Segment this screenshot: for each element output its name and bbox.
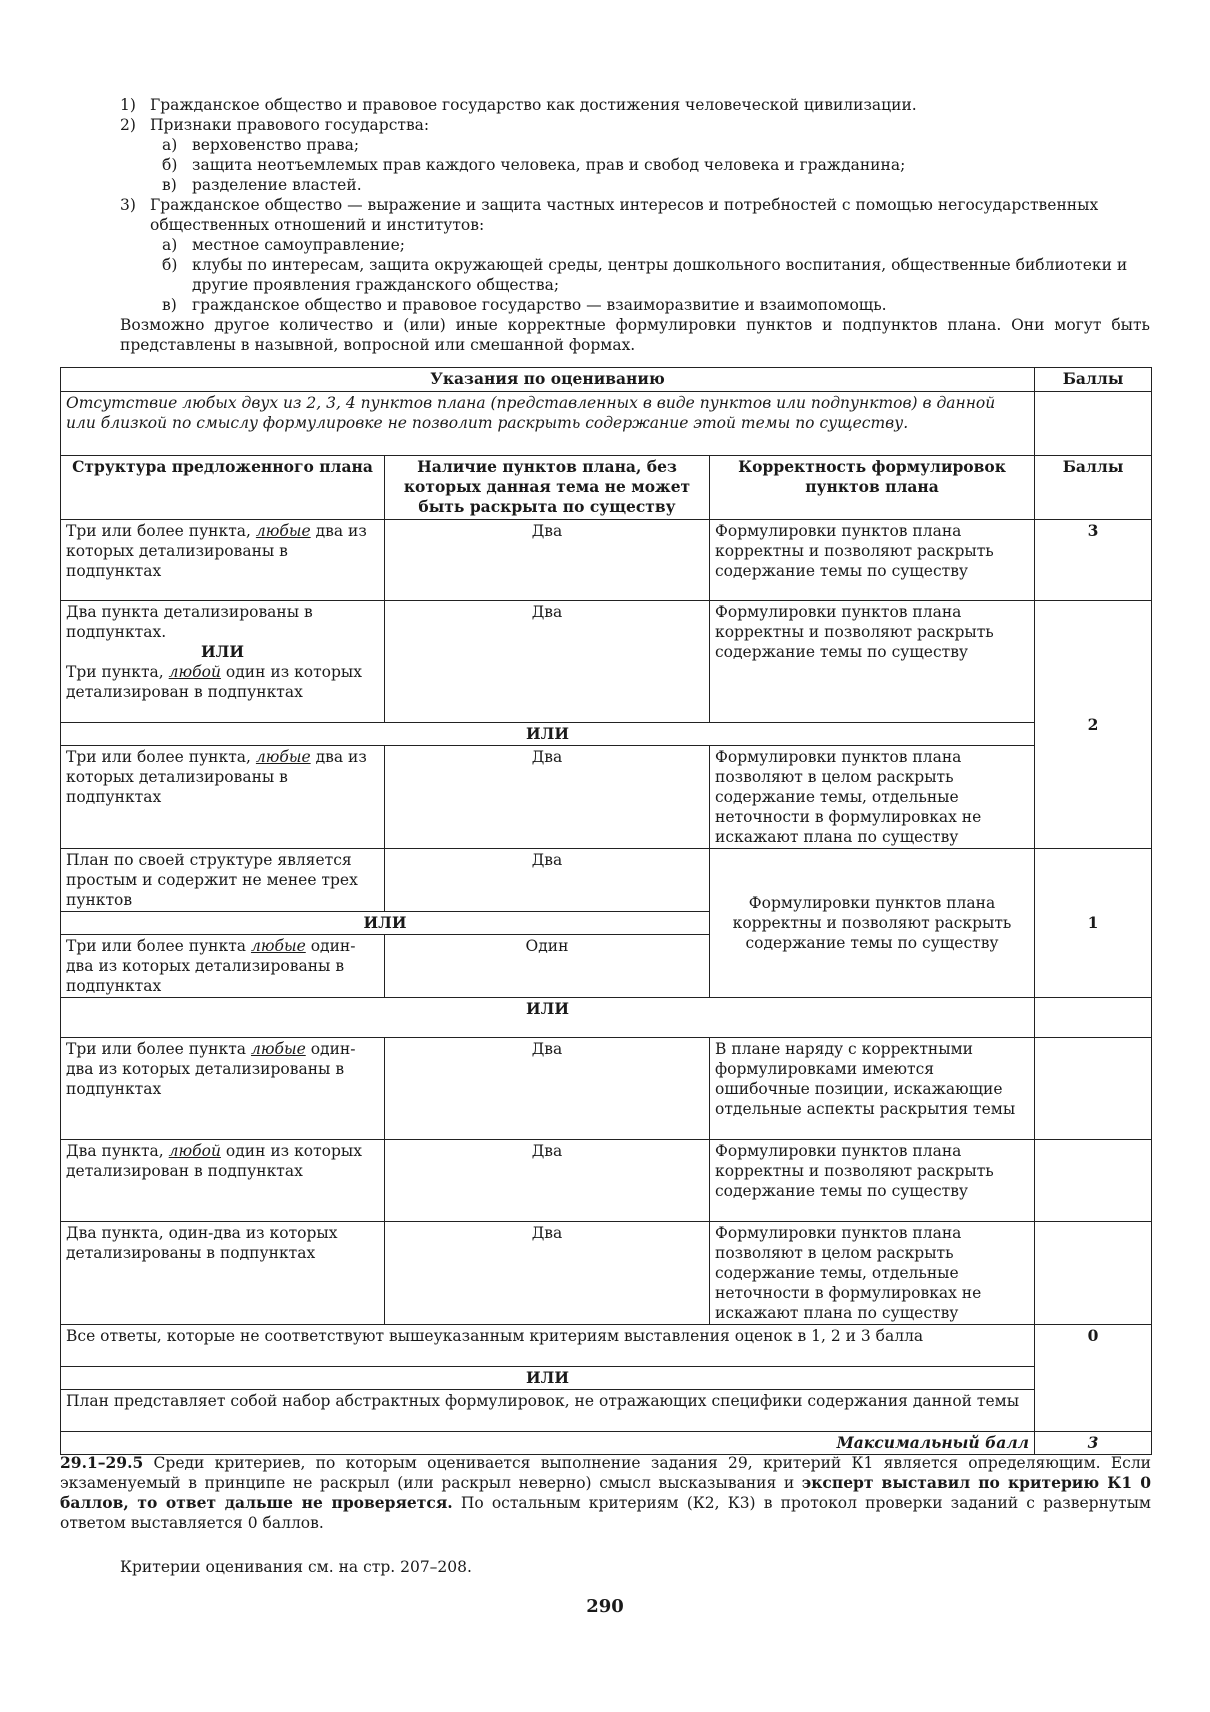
col-header-presence: Наличие пунктов плана, без которых данная тема не может быть раскрыта по существу: [385, 456, 710, 520]
plan-subitem: [150, 155, 1150, 175]
plan-subitem: [150, 255, 1150, 295]
or-separator: ИЛИ: [61, 1367, 1035, 1390]
score-cell: 2: [1035, 601, 1152, 849]
table-row: [61, 601, 1152, 723]
criteria-text: По остальным критериям (К2, К3) в протокол проверки заданий с развернутым ответом выставляется 0 баллов.: [60, 1494, 1151, 1532]
table-row: [61, 1390, 1152, 1432]
plan-subitem: [150, 295, 1150, 315]
criteria-number: 29.1–29.5: [60, 1453, 144, 1472]
structure-cell: Три или более пункта, любые два из которых детализированы в подпунктах: [61, 520, 385, 601]
or-separator: ИЛИ: [61, 723, 1035, 746]
correctness-cell: Формулировки пунктов плана корректны и позволяют раскрыть содержание темы по существу: [710, 849, 1035, 998]
structure-cell: Три или более пункта любые один-два из которых детализированы в подпунктах: [61, 935, 385, 998]
subitem-text: разделение властей.: [192, 176, 362, 194]
presence-cell: Два: [385, 1140, 710, 1222]
header-guidelines: Указания по оцениванию: [61, 368, 1035, 392]
max-score-row: [61, 1432, 1152, 1455]
presence-cell: Два: [385, 1222, 710, 1325]
or-row: [61, 998, 1152, 1038]
table-row: [61, 520, 1152, 601]
empty-cell: [1035, 392, 1152, 456]
or-separator: ИЛИ: [61, 912, 710, 935]
correctness-cell: Формулировки пунктов плана позволяют в целом раскрыть содержание темы, отдельные неточности в формулировках не искажают плана по существу: [710, 1222, 1035, 1325]
criteria-note: [60, 1453, 1151, 1533]
col-header-correctness: Корректность формулировок пунктов плана: [710, 456, 1035, 520]
zero-criteria-cell: План представляет собой набор абстрактных формулировок, не отражающих специфики содержания данной темы: [61, 1390, 1035, 1432]
presence-cell: Два: [385, 601, 710, 723]
score-cell: 0: [1035, 1325, 1152, 1432]
intro-row: [61, 392, 1152, 456]
plan-item-3: [120, 195, 1150, 235]
item-number: 1): [120, 96, 136, 114]
empty-cell: [1035, 1038, 1152, 1140]
item-text: Гражданское общество — выражение и защита частных интересов и потребностей с помощью негосударственных общественных отношений и институтов:: [150, 196, 1099, 234]
plan-subitem: [150, 235, 1150, 255]
presence-cell: Один: [385, 935, 710, 998]
item-number: 3): [120, 196, 136, 214]
score-cell: 1: [1035, 849, 1152, 998]
plan-note: Возможно другое количество и (или) иные корректные формулировки пунктов и подпунктов плана. Они могут быть представлены в назывной, вопросной или смешанной формах.: [120, 316, 1150, 354]
subitem-letter: в): [162, 176, 177, 194]
presence-cell: Два: [385, 849, 710, 912]
item-number: 2): [120, 116, 136, 134]
structure-cell: План по своей структуре является простым и содержит не менее трех пунктов: [61, 849, 385, 912]
empty-cell: [1035, 998, 1152, 1038]
subitem-text: местное самоуправление;: [192, 236, 405, 254]
subitem-letter: а): [162, 136, 178, 154]
table-row: [61, 1038, 1152, 1140]
or-row: [61, 723, 1152, 746]
structure-cell: Три или более пункта любые один-два из которых детализированы в подпунктах: [61, 1038, 385, 1140]
correctness-cell: Формулировки пунктов плана корректны и позволяют раскрыть содержание темы по существу: [710, 601, 1035, 723]
subitem-text: гражданское общество и правовое государство — взаиморазвитие и взаимопомощь.: [192, 296, 887, 314]
criteria-text: Среди критериев, по которым оценивается выполнение задания 29, критерий К1 является определяющим. Если экзаменуемый в принципе не раскрыл (или раскрыл неверно) смысл высказывания и: [60, 1454, 1151, 1492]
subitem-letter: а): [162, 236, 178, 254]
empty-cell: [1035, 1222, 1152, 1325]
structure-cell: Два пункта, один-два из которых детализированы в подпунктах: [61, 1222, 385, 1325]
presence-cell: Два: [385, 746, 710, 849]
correctness-cell: Формулировки пунктов плана позволяют в целом раскрыть содержание темы, отдельные неточности в формулировках не искажают плана по существу: [710, 746, 1035, 849]
subitem-text: защита неотъемлемых прав каждого человека, прав и свобод человека и гражданина;: [192, 156, 906, 174]
criteria-reference: Критерии оценивания см. на стр. 207–208.: [120, 1558, 472, 1576]
plan-list: [120, 95, 1150, 355]
empty-cell: [1035, 1140, 1152, 1222]
correctness-cell: В плане наряду с корректными формулировками имеются ошибочные позиции, искажающие отдельные аспекты раскрытия темы: [710, 1038, 1035, 1140]
plan-item-1: [120, 95, 1150, 115]
header-score: Баллы: [1035, 368, 1152, 392]
structure-cell: Два пункта детализированы в подпунктах. ИЛИ Три пункта, любой один из которых детализирован в подпунктах: [61, 601, 385, 723]
structure-cell: Три или более пункта, любые два из которых детализированы в подпунктах: [61, 746, 385, 849]
table-row: [61, 1222, 1152, 1325]
table-row: [61, 1140, 1152, 1222]
plan-subitem: [150, 175, 1150, 195]
table-header-row: [61, 368, 1152, 392]
scoring-table-wrapper: [60, 367, 1151, 1455]
col-header-structure: Структура предложенного плана: [61, 456, 385, 520]
correctness-cell: Формулировки пунктов плана корректны и позволяют раскрыть содержание темы по существу: [710, 520, 1035, 601]
subitem-letter: б): [162, 156, 178, 174]
or-row: [61, 1367, 1152, 1390]
item-text: Признаки правового государства:: [150, 116, 430, 134]
subitem-text: верховенство права;: [192, 136, 360, 154]
subitem-text: клубы по интересам, защита окружающей среды, центры дошкольного воспитания, общественные библиотеки и другие проявления гражданского общества;: [192, 256, 1128, 294]
correctness-cell: Формулировки пунктов плана корректны и позволяют раскрыть содержание темы по существу: [710, 1140, 1035, 1222]
criteria-bold-text: эксперт выставил по критерию К1 0 баллов, то ответ дальше не проверяется.: [60, 1473, 1151, 1512]
column-header-row: [61, 456, 1152, 520]
max-score-value: 3: [1035, 1432, 1152, 1455]
table-row: [61, 849, 1152, 912]
page-number: 290: [586, 1596, 624, 1617]
structure-cell: Два пункта, любой один из которых детализирован в подпунктах: [61, 1140, 385, 1222]
plan-subitem: [150, 135, 1150, 155]
table-row: [61, 746, 1152, 849]
intro-text: Отсутствие любых двух из 2, 3, 4 пунктов плана (представленных в виде пунктов или подпунктов) в данной или близкой по смыслу формулировке не позволит раскрыть содержание этой темы по существу.: [61, 392, 1035, 456]
subitem-letter: б): [162, 256, 178, 274]
max-score-label: Максимальный балл: [61, 1432, 1035, 1455]
subitem-letter: в): [162, 296, 177, 314]
plan-item-2: [120, 115, 1150, 135]
zero-criteria-cell: Все ответы, которые не соответствуют вышеуказанным критериям выставления оценок в 1, 2 и 3 балла: [61, 1325, 1035, 1367]
table-row: [61, 1325, 1152, 1367]
presence-cell: Два: [385, 1038, 710, 1140]
col-header-score: Баллы: [1035, 456, 1152, 520]
scoring-table: [60, 367, 1152, 1455]
presence-cell: Два: [385, 520, 710, 601]
score-cell: 3: [1035, 520, 1152, 601]
or-separator: ИЛИ: [61, 998, 1035, 1038]
item-text: Гражданское общество и правовое государство как достижения человеческой цивилизации.: [150, 96, 917, 114]
